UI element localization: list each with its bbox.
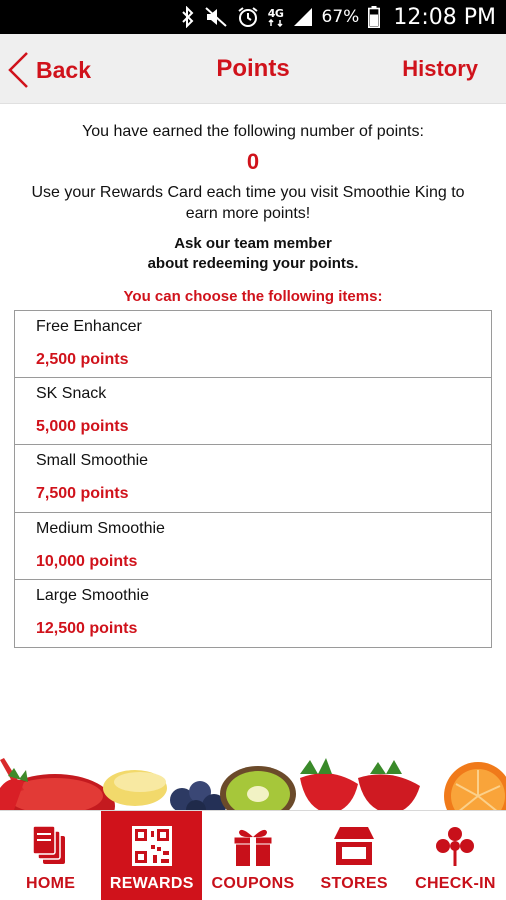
status-icons — [181, 0, 496, 34]
signal-icon — [293, 7, 313, 27]
tab-label: STORES — [320, 875, 388, 892]
tab-rewards[interactable] — [101, 811, 202, 900]
alarm-icon — [237, 6, 259, 28]
points-value: 0 — [246, 149, 260, 174]
gift-icon — [231, 823, 275, 869]
battery-percent: 67% — [321, 7, 360, 27]
mute-icon — [204, 7, 228, 27]
bluetooth-icon — [181, 6, 195, 28]
nav-bar — [0, 34, 506, 104]
item-points: 2,500 points — [36, 351, 129, 368]
item-name: Free Enhancer — [36, 318, 142, 335]
list-item[interactable] — [14, 580, 492, 648]
home-icon — [31, 823, 71, 869]
tab-check-in[interactable] — [405, 811, 506, 900]
ask-team-text — [0, 234, 506, 274]
item-points: 10,000 points — [36, 552, 138, 570]
qr-code-icon — [131, 823, 173, 869]
tab-label: COUPONS — [211, 875, 295, 892]
back-label: Back — [36, 56, 91, 83]
use-card-line2: earn more points! — [185, 205, 311, 222]
history-button[interactable]: History — [402, 56, 478, 81]
fruit-banner — [0, 748, 506, 812]
use-card-text — [14, 182, 482, 224]
item-name: Large Smoothie — [36, 587, 149, 604]
battery-icon — [368, 6, 380, 28]
status-bar — [0, 0, 506, 34]
network-icon: 4G — [268, 8, 284, 27]
item-points: 7,500 points — [36, 485, 129, 502]
ask-line1: Ask our team member — [174, 235, 332, 252]
use-card-line1: Use your Rewards Card each time you visit Smoothie King to — [31, 184, 465, 201]
tab-label: HOME — [26, 875, 76, 892]
check-in-icon — [433, 823, 477, 869]
ask-line2: about redeeming your points. — [147, 255, 359, 272]
list-item[interactable] — [14, 513, 492, 581]
item-name: Medium Smoothie — [36, 519, 165, 537]
list-item[interactable] — [14, 445, 492, 513]
tab-label: CHECK-IN — [415, 875, 496, 892]
earned-text: You have earned the following number of points: — [82, 123, 424, 140]
choose-items-heading: You can choose the following items: — [123, 288, 383, 305]
list-item[interactable] — [14, 310, 492, 378]
list-item[interactable] — [14, 378, 492, 446]
tab-bar — [0, 810, 506, 900]
item-name: Small Smoothie — [36, 452, 149, 469]
tab-label: REWARDS — [109, 875, 194, 892]
tab-coupons[interactable] — [202, 811, 303, 900]
page-title: Points — [216, 55, 290, 82]
tab-stores[interactable] — [304, 811, 405, 900]
tab-home[interactable] — [0, 811, 101, 900]
clock: 12:08 PM — [393, 4, 496, 30]
svg-text:$: $ — [250, 852, 256, 862]
item-points: 12,500 points — [36, 620, 138, 637]
reward-items-list — [14, 310, 492, 648]
item-name: SK Snack — [36, 384, 107, 402]
store-icon — [332, 823, 376, 869]
item-points: 5,000 points — [36, 417, 129, 435]
